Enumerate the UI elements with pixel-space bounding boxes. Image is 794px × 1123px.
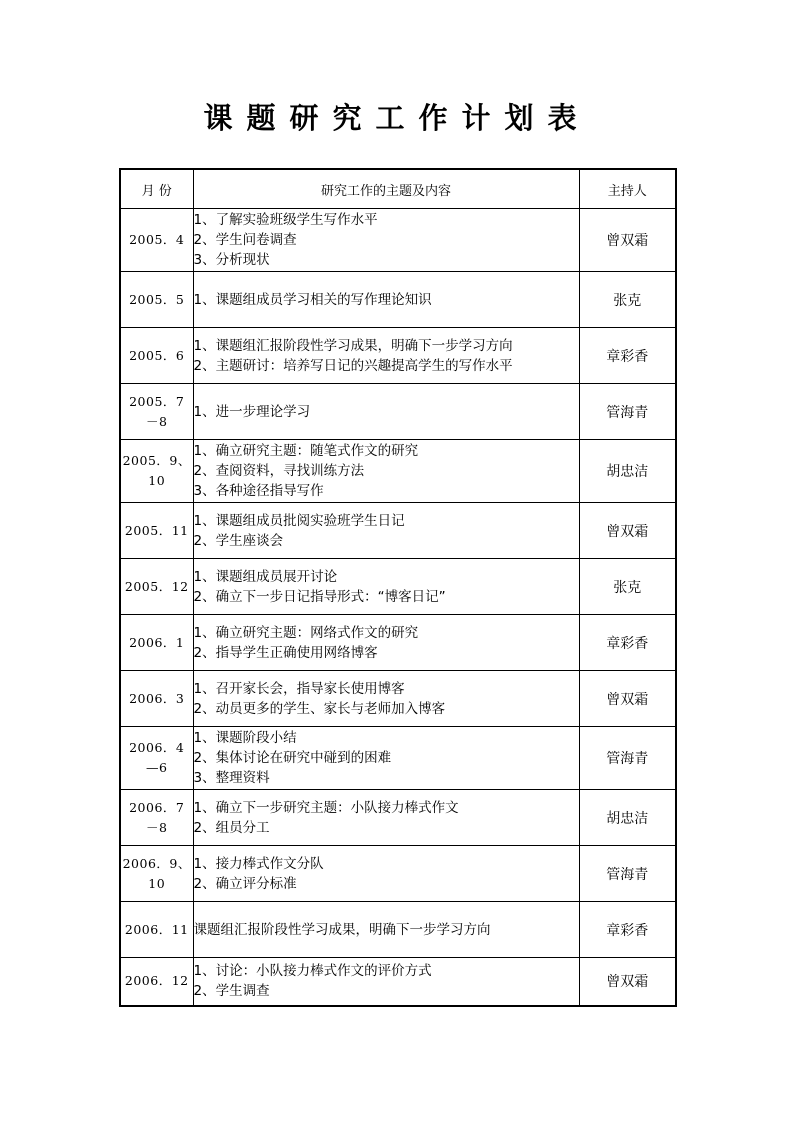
content-cell <box>193 727 579 790</box>
content-line: 课题组汇报阶段性学习成果，明确下一步学习方向 <box>193 921 491 938</box>
table-row <box>120 846 676 902</box>
month-cell <box>120 846 193 902</box>
content-line: 2、组员分工 <box>193 819 270 836</box>
month-text: 2005．6 <box>129 347 185 363</box>
content-cell <box>193 790 579 846</box>
host-cell: 胡忠洁 <box>579 440 676 503</box>
month-text: 2005．9、 <box>122 453 191 468</box>
month-cell <box>120 209 193 272</box>
content-line: 2、指导学生正确使用网络博客 <box>193 644 378 661</box>
table-row <box>120 615 676 671</box>
host-cell: 曾双霜 <box>579 503 676 559</box>
table-row <box>120 902 676 958</box>
content-line: 1、讨论：小队接力棒式作文的评价方式 <box>193 963 432 980</box>
content-line: 2、动员更多的学生、家长与老师加入博客 <box>193 700 446 717</box>
month-cell <box>120 790 193 846</box>
content-line: 1、召开家长会，指导家长使用博客 <box>193 680 405 697</box>
month-text: —6 <box>146 760 168 775</box>
month-cell <box>120 902 193 958</box>
month-text: 2006．4 <box>129 740 185 755</box>
table-row <box>120 209 676 272</box>
month-text: 2005．11 <box>124 522 189 538</box>
month-cell <box>120 727 193 790</box>
content-cell <box>193 958 579 1006</box>
content-line: 1、确立研究主题：网络式作文的研究 <box>193 624 419 641</box>
host-cell: 张克 <box>579 272 676 328</box>
table-row <box>120 790 676 846</box>
month-text: 10 <box>148 875 166 891</box>
month-cell <box>120 671 193 727</box>
table-row <box>120 503 676 559</box>
month-text: －8 <box>146 413 168 429</box>
table-row <box>120 559 676 615</box>
content-line: 2、查阅资料，寻找训练方法 <box>193 463 365 479</box>
table-row <box>120 328 676 384</box>
content-line: 2、确立评分标准 <box>193 875 297 892</box>
content-cell <box>193 615 579 671</box>
host-cell: 管海青 <box>579 384 676 440</box>
content-line: 1、课题组成员批阅实验班学生日记 <box>193 512 405 529</box>
content-line: 1、课题组成员学习相关的写作理论知识 <box>193 291 432 308</box>
month-text: 2006．7 <box>129 799 185 815</box>
header-row <box>120 169 676 209</box>
month-text: 10 <box>148 473 166 488</box>
host-cell: 章彩香 <box>579 328 676 384</box>
host-cell: 胡忠洁 <box>579 790 676 846</box>
month-cell <box>120 503 193 559</box>
content-line: 1、确立下一步研究主题：小队接力棒式作文 <box>193 799 459 816</box>
host-cell: 管海青 <box>579 727 676 790</box>
month-cell <box>120 958 193 1006</box>
month-cell <box>120 440 193 503</box>
header-host: 主持人 <box>579 169 676 209</box>
host-cell: 曾双霜 <box>579 958 676 1006</box>
month-cell <box>120 272 193 328</box>
content-cell <box>193 272 579 328</box>
header-content: 研究工作的主题及内容 <box>193 169 579 209</box>
content-line: 2、主题研讨：培养写日记的兴趣提高学生的写作水平 <box>193 357 513 374</box>
month-cell <box>120 615 193 671</box>
content-line: 3、各种途径指导写作 <box>193 483 324 499</box>
month-cell <box>120 559 193 615</box>
content-cell <box>193 671 579 727</box>
content-line: 1、进一步理论学习 <box>193 403 311 420</box>
table-row <box>120 727 676 790</box>
month-cell <box>120 384 193 440</box>
month-text: 2006．12 <box>124 973 189 989</box>
page-title: 课题研究工作计划表 <box>203 101 591 135</box>
content-line: 2、集体讨论在研究中碰到的困难 <box>193 750 392 766</box>
content-cell <box>193 846 579 902</box>
content-line: 3、分析现状 <box>193 252 270 268</box>
host-cell: 管海青 <box>579 846 676 902</box>
host-cell: 张克 <box>579 559 676 615</box>
content-line: 2、学生调查 <box>193 983 270 1000</box>
content-cell <box>193 328 579 384</box>
content-line: 3、整理资料 <box>193 770 270 786</box>
month-text: 2006．9、 <box>122 855 191 871</box>
content-cell <box>193 209 579 272</box>
content-cell <box>193 902 579 958</box>
content-line: 1、确立研究主题：随笔式作文的研究 <box>193 443 419 459</box>
table-row <box>120 440 676 503</box>
month-text: －8 <box>146 819 168 835</box>
content-cell <box>193 503 579 559</box>
work-plan-table <box>119 168 677 1007</box>
month-cell <box>120 328 193 384</box>
table-row <box>120 272 676 328</box>
month-text: 2005．12 <box>124 578 189 594</box>
content-line: 1、接力棒式作文分队 <box>193 855 324 872</box>
content-cell <box>193 559 579 615</box>
table-row <box>120 671 676 727</box>
table-row <box>120 958 676 1006</box>
table-body <box>120 209 676 1006</box>
content-line: 1、课题组汇报阶段性学习成果，明确下一步学习方向 <box>193 337 513 354</box>
content-line: 2、确立下一步日记指导形式：“博客日记” <box>193 588 446 605</box>
host-cell: 曾双霜 <box>579 209 676 272</box>
host-cell: 章彩香 <box>579 902 676 958</box>
content-line: 2、学生问卷调查 <box>193 232 297 248</box>
host-cell: 章彩香 <box>579 615 676 671</box>
month-text: 2005．7 <box>129 393 185 409</box>
month-text: 2005．4 <box>129 232 185 247</box>
month-text: 2006．11 <box>124 921 189 937</box>
content-line: 1、课题阶段小结 <box>193 730 297 746</box>
table-row <box>120 384 676 440</box>
content-line: 2、学生座谈会 <box>193 532 284 549</box>
content-line: 1、了解实验班级学生写作水平 <box>193 212 378 228</box>
header-month: 月 份 <box>120 169 193 209</box>
month-text: 2005．5 <box>129 291 185 307</box>
month-text: 2006．3 <box>129 690 185 706</box>
content-cell <box>193 384 579 440</box>
host-cell: 曾双霜 <box>579 671 676 727</box>
month-text: 2006．1 <box>129 634 185 650</box>
content-cell <box>193 440 579 503</box>
content-line: 1、课题组成员展开讨论 <box>193 568 338 585</box>
